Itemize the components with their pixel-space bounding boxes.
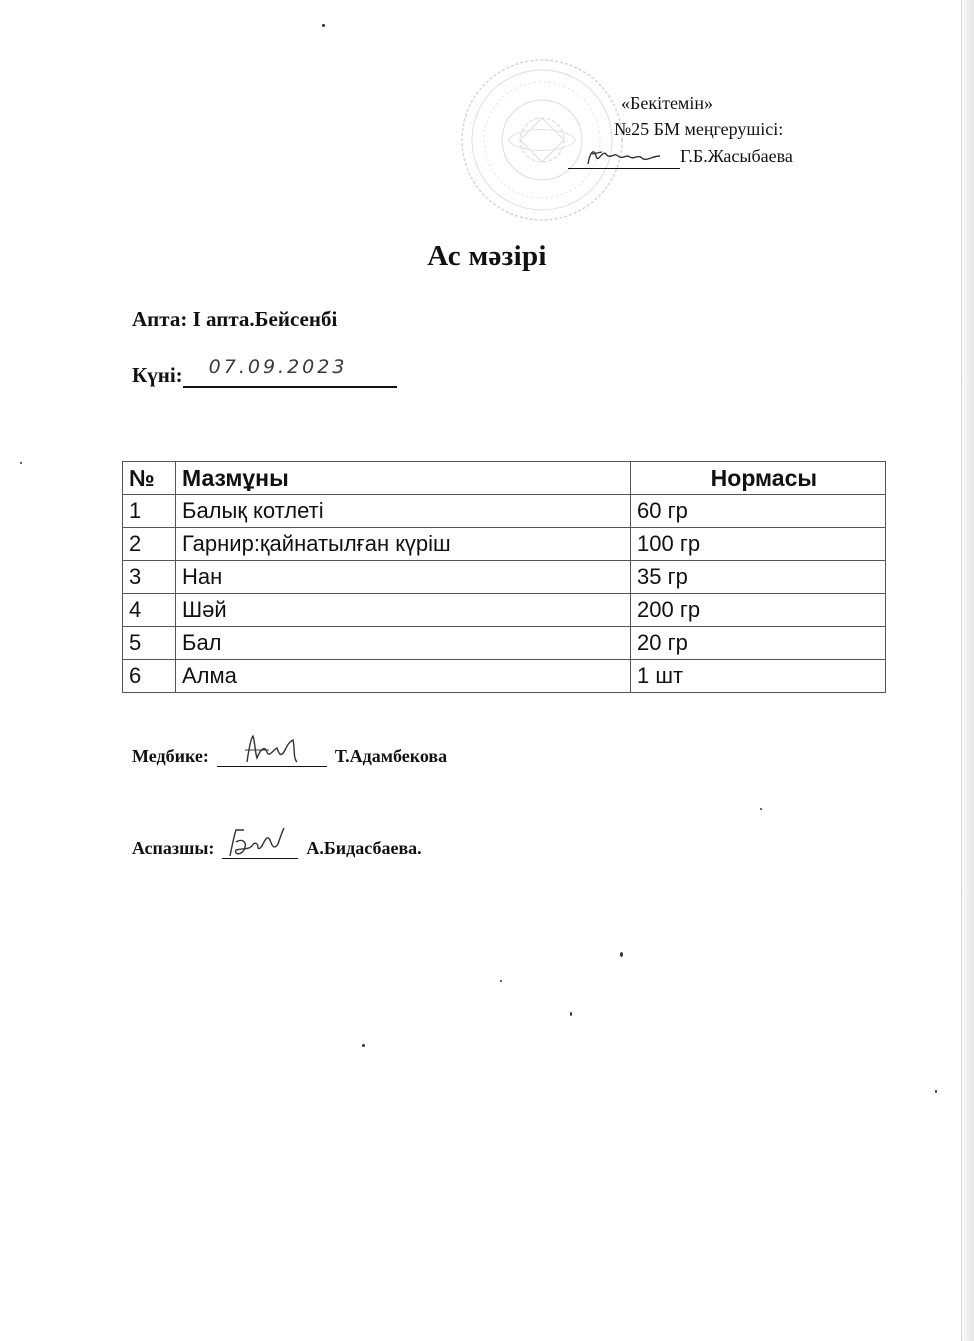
row-norm: 60 гр — [631, 495, 886, 528]
page-edge — [960, 0, 974, 1341]
nurse-label: Медбике: — [132, 746, 209, 766]
approval-signature-line — [568, 142, 838, 169]
table-row — [123, 495, 886, 528]
table-row — [123, 594, 886, 627]
cook-signature-row — [132, 832, 422, 859]
page-edge-line — [961, 0, 962, 1341]
scan-speck — [362, 1044, 365, 1047]
date-line — [132, 356, 397, 388]
cook-label: Аспазшы: — [132, 838, 215, 858]
scan-speck — [322, 24, 325, 27]
table-row — [123, 528, 886, 561]
header-number: № — [123, 462, 176, 495]
nurse-signature — [217, 740, 327, 767]
row-content: Бал — [176, 627, 631, 660]
row-number: 3 — [123, 561, 176, 594]
scan-speck — [570, 1012, 572, 1016]
row-norm: 100 гр — [631, 528, 886, 561]
row-number: 1 — [123, 495, 176, 528]
row-norm: 200 гр — [631, 594, 886, 627]
row-content: Гарнир:қайнатылған күріш — [176, 528, 631, 561]
scan-speck — [760, 808, 762, 810]
cook-signature — [222, 832, 298, 859]
nurse-signature-row — [132, 740, 447, 767]
nurse-name: Т.Адамбекова — [334, 746, 448, 766]
scan-speck — [935, 1090, 937, 1093]
header-norm: Нормасы — [631, 462, 886, 495]
row-number: 2 — [123, 528, 176, 561]
row-content: Шәй — [176, 594, 631, 627]
menu-table — [122, 461, 886, 693]
scan-speck — [620, 952, 623, 957]
cook-name: А.Бидасбаева. — [306, 838, 422, 858]
row-number: 4 — [123, 594, 176, 627]
row-norm: 35 гр — [631, 561, 886, 594]
row-content: Нан — [176, 561, 631, 594]
row-norm: 1 шт — [631, 660, 886, 693]
week-line: Апта: I апта.Бейсенбі — [132, 307, 338, 331]
approval-block — [568, 90, 838, 169]
row-content: Балық котлеті — [176, 495, 631, 528]
scan-speck — [500, 980, 502, 982]
row-content: Алма — [176, 660, 631, 693]
table-row — [123, 561, 886, 594]
scan-speck — [20, 462, 22, 464]
header-content: Мазмұны — [176, 462, 631, 495]
row-number: 6 — [123, 660, 176, 693]
date-label: Күні: — [132, 363, 183, 387]
table-row — [123, 660, 886, 693]
approval-heading: «Бекітемін» — [621, 93, 713, 113]
approval-position: №25 БМ меңгерушісі: — [614, 119, 784, 139]
document-title: Ас мәзірі — [427, 240, 547, 272]
director-name: Г.Б.Жасыбаева — [680, 146, 793, 166]
row-number: 5 — [123, 627, 176, 660]
date-value: 07.09.2023 — [208, 356, 348, 378]
date-blank — [183, 356, 397, 388]
table-row — [123, 627, 886, 660]
director-signature — [568, 142, 680, 169]
table-header-row — [123, 462, 886, 495]
row-norm: 20 гр — [631, 627, 886, 660]
